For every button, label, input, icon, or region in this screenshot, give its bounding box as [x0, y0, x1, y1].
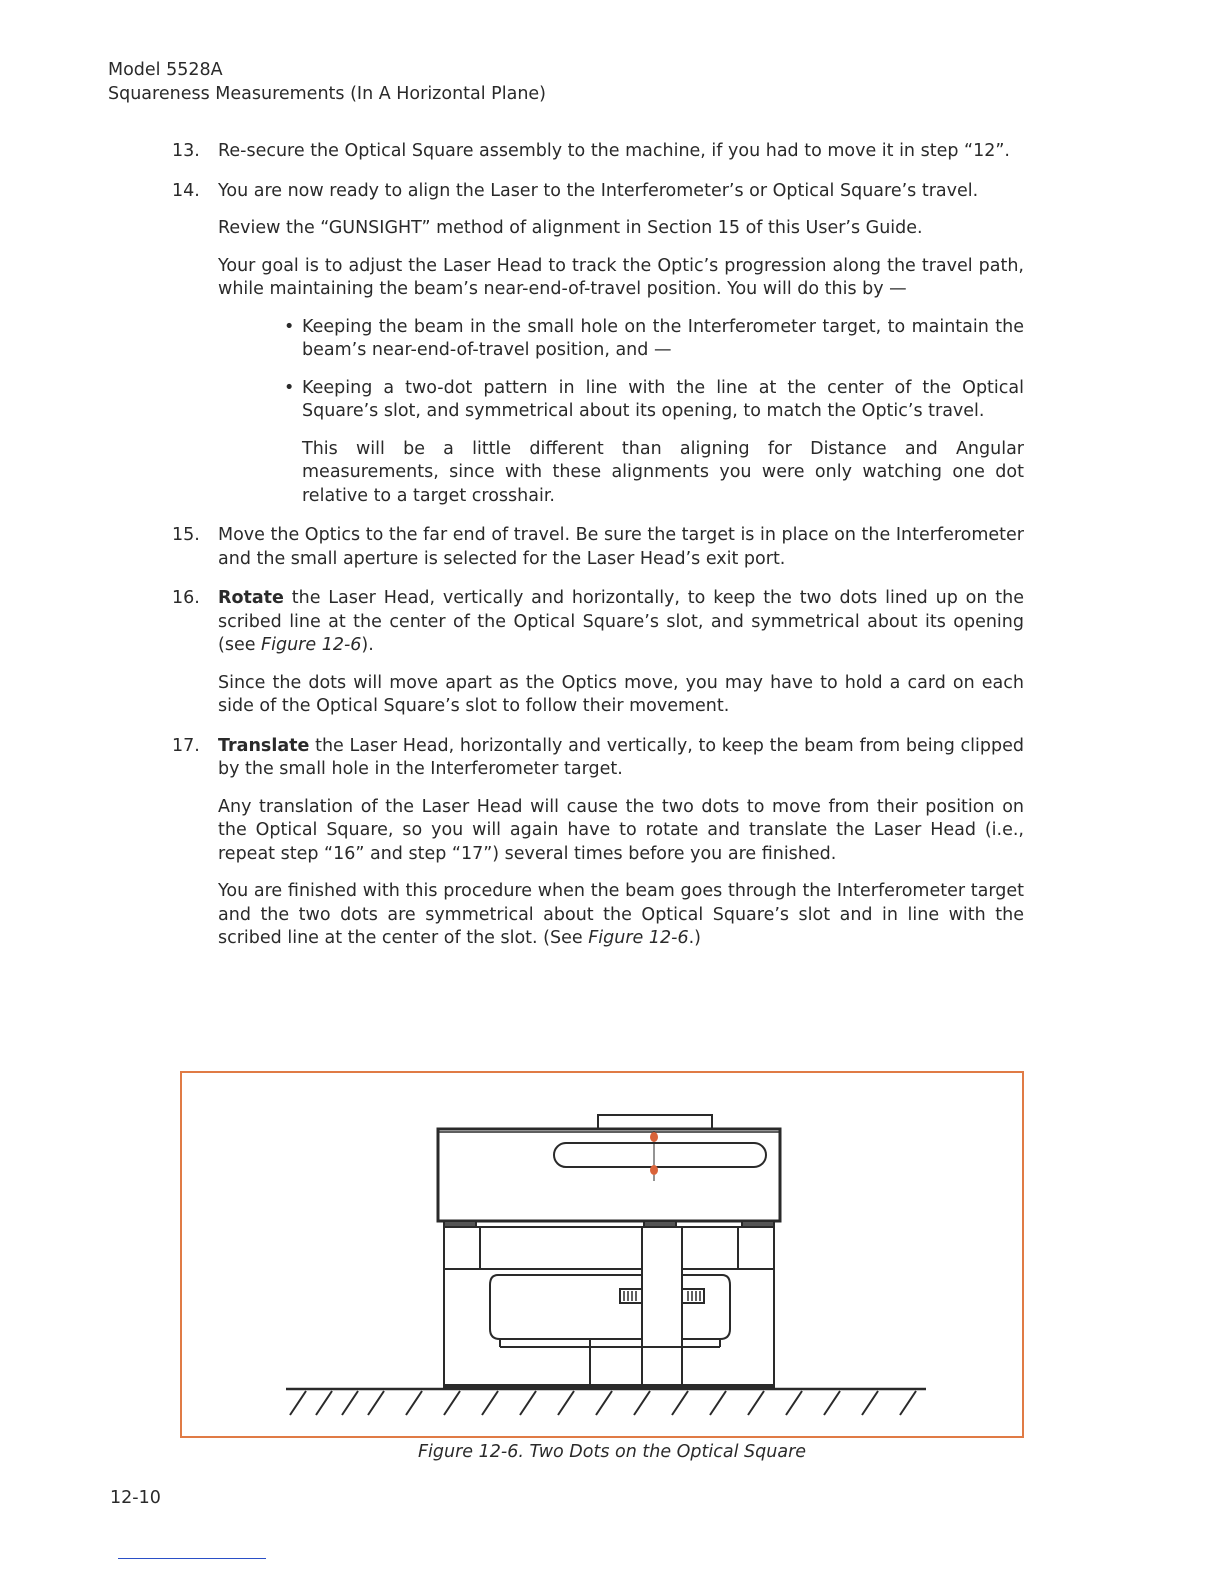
bullet-icon: • — [284, 377, 295, 398]
section-title: Squareness Measurements (In A Horizontal Plane) — [108, 84, 547, 104]
step-17 — [172, 735, 1024, 951]
step-text-body: the Laser Head, horizontally and vertically, to keep the beam from being clipped by the small hole in the Interferometer target. — [218, 735, 1024, 779]
bullet-item — [284, 316, 1024, 363]
keyword-translate: Translate — [218, 735, 310, 756]
center-column — [642, 1227, 682, 1385]
page-header — [108, 58, 546, 106]
step-14 — [172, 180, 1024, 509]
figure-reference: Figure 12-6 — [261, 635, 362, 655]
step-text-body: the Laser Head, vertically and horizontally, to keep the two dots lined up on the scribed line at the center of the Optical Square’s slot, and symmetrical about its opening (see — [218, 588, 1024, 655]
base-body — [444, 1227, 774, 1385]
step-number: 17. — [172, 735, 200, 756]
step-text: Re-secure the Optical Square assembly to the machine, if you had to move it in step “12”. — [218, 141, 1010, 161]
slot — [554, 1143, 766, 1167]
step-15 — [172, 524, 1024, 571]
step-text — [218, 587, 1024, 658]
bullet-text: Keeping the beam in the small hole on the Interferometer target, to maintain the beam’s near-end-of-travel position, and — — [302, 316, 1024, 360]
step-number: 16. — [172, 588, 200, 608]
step-paragraph: Your goal is to adjust the Laser Head to track the Optic’s progression along the travel path, while maintaining the beam’s near-end-of-travel position. You will do this by — — [218, 255, 1024, 299]
note-paragraph: This will be a little different than aligning for Distance and Angular measurements, since with these alignments you were only watching one dot relative to a target crosshair. — [302, 438, 1024, 506]
step-number: 14. — [172, 180, 200, 201]
keyword-rotate: Rotate — [218, 588, 284, 608]
step-paragraph: Any translation of the Laser Head will cause the two dots to move from their position on the Optical Square, so you will again have to rotate and translate the Laser Head (i.e., repeat step “16” and step “17”) several times before you are finished. — [218, 796, 1024, 864]
step-text — [218, 735, 1024, 782]
footer-rule — [118, 1558, 266, 1559]
paragraph-text: You are finished with this procedure when the beam goes through the Interferometer target and the two dots are symmetrical about the Optical Square’s slot and in line with the scribed line at the center of the slot. (See — [218, 881, 1024, 948]
step-text: Move the Optics to the far end of travel. Be sure the target is in place on the Interferometer and the small aperture is selected for the Laser Head’s exit port. — [218, 525, 1024, 569]
step-paragraph — [218, 880, 1024, 951]
figure-reference: Figure 12-6 — [588, 928, 689, 948]
model-label: Model 5528A — [108, 60, 223, 80]
step-text: You are now ready to align the Laser to the Interferometer’s or Optical Square’s travel. — [218, 180, 979, 201]
step-paragraph: Review the “GUNSIGHT” method of alignment in Section 15 of this User’s Guide. — [218, 218, 923, 238]
step-number: 13. — [172, 141, 200, 161]
procedure-steps — [172, 140, 1024, 967]
figure-caption: Figure 12-6. Two Dots on the Optical Square — [417, 1442, 807, 1462]
bullet-list — [218, 316, 1024, 424]
paragraph-tail: .) — [688, 928, 701, 948]
step-paragraph: Since the dots will move apart as the Optics move, you may have to hold a card on each side of the Optical Square’s slot to follow their movement. — [218, 672, 1024, 716]
laser-dot-lower — [650, 1165, 658, 1175]
step-16 — [172, 587, 1024, 719]
step-13 — [172, 140, 1024, 164]
bullet-icon: • — [284, 316, 295, 337]
step-number: 15. — [172, 525, 200, 545]
top-tab — [598, 1115, 712, 1129]
figure-12-6 — [180, 1071, 1024, 1438]
bullet-text: Keeping a two-dot pattern in line with the line at the center of the Optical Square’s slot, and symmetrical about its opening, to match the Optic’s travel. — [302, 377, 1024, 421]
step-text-tail: ). — [361, 635, 374, 655]
laser-dot-upper — [650, 1132, 658, 1142]
page-number: 12-10 — [110, 1488, 161, 1508]
optical-square-illustration — [182, 1073, 1026, 1440]
bullet-item — [284, 377, 1024, 424]
